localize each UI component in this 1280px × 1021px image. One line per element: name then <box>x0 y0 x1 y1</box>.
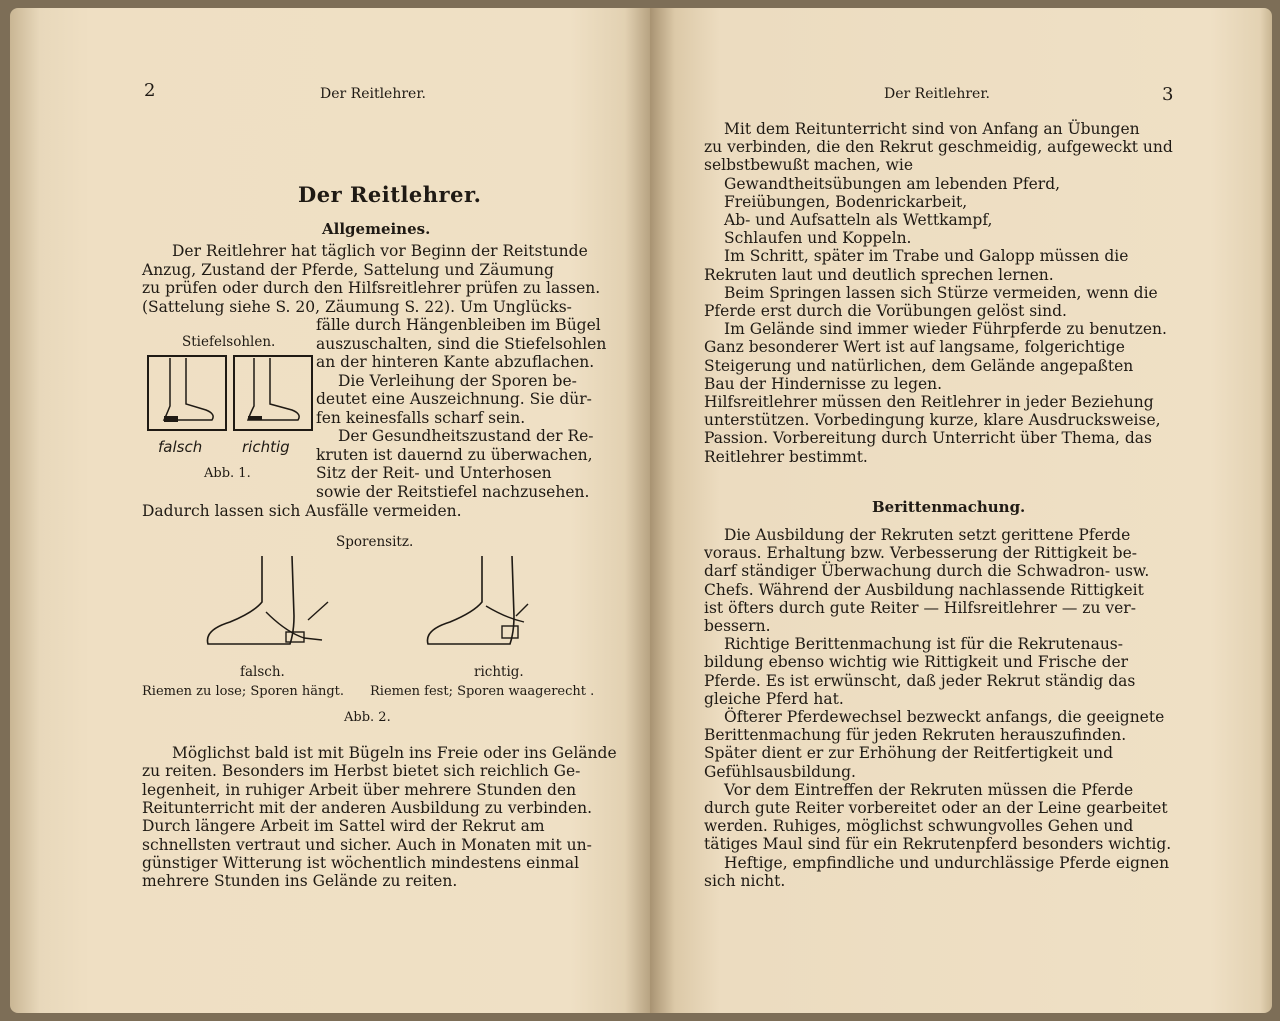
figure-1-caption: Abb. 1. <box>204 466 251 481</box>
text-line: Der Gesundheitszustand der Re- <box>338 427 594 445</box>
text-line: legenheit, in ruhiger Arbeit über mehrere Stunden den <box>142 780 577 799</box>
figure-2-caption: Abb. 2. <box>344 710 391 725</box>
text-line: Anzug, Zustand der Pferde, Sattelung und Zäumung <box>142 260 554 279</box>
chapter-title: Der Reitlehrer. <box>298 182 482 207</box>
text-line: Möglichst bald ist mit Bügeln ins Freie oder ins Gelände <box>172 744 617 762</box>
spur-illustration <box>190 552 530 652</box>
text-line: fen keinesfalls scharf sein. <box>316 408 526 427</box>
text-line: Die Verleihung der Sporen be- <box>338 371 577 390</box>
figure-2-label-wrong: falsch. <box>240 664 285 680</box>
figure-1-label-wrong: falsch <box>158 438 203 456</box>
text-line: sich nicht. <box>704 871 786 890</box>
text-line: tätiges Maul sind für ein Rekrutenpferd besonders wichtig. <box>704 835 1172 854</box>
text-line: selbstbewußt machen, wie <box>704 156 914 175</box>
figure-2-label-right: richtig. <box>474 664 524 680</box>
text-line: zu reiten. Besonders im Herbst bietet sich reichlich Ge- <box>142 762 581 781</box>
text-line: bessern. <box>704 617 771 635</box>
text-line: günstiger Witterung ist wöchentlich mindestens einmal <box>142 853 580 872</box>
section-title: Allgemeines. <box>322 220 431 238</box>
text-line: bildung ebenso wichtig wie Rittigkeit und Frische der <box>704 653 1129 672</box>
text-line: Sitz der Reit- und Unterhosen <box>316 464 552 482</box>
text-line: Beim Springen lassen sich Stürze vermeiden, wenn die <box>724 283 1158 302</box>
page-number: 2 <box>144 80 156 101</box>
text-line: Rekruten laut und deutlich sprechen lernen. <box>704 265 1054 284</box>
text-line: Gewandtheitsübungen am lebenden Pferd, <box>724 174 1061 193</box>
text-line: Hilfsreitlehrer müssen den Reitlehrer in jeder Beziehung <box>704 393 1154 411</box>
text-line: werden. Ruhiges, möglichst schwungvolles Gehen und <box>704 817 1134 836</box>
text-line: unterstützen. Vorbedingung kurze, klare Ausdrucksweise, <box>704 411 1161 430</box>
text-line: Durch längere Arbeit im Sattel wird der Rekrut am <box>142 817 545 836</box>
text-line: an der hinteren Kante abzuflachen. <box>316 353 595 371</box>
figure-2-note-wrong: Riemen zu lose; Sporen hängt. <box>142 684 345 699</box>
text-line: Schlaufen und Koppeln. <box>724 229 912 248</box>
text-line: Öfterer Pferdewechsel bezweckt anfangs, die geeignete <box>724 708 1165 726</box>
text-line: Später dient er zur Erhöhung der Reitfertigkeit und <box>704 744 1113 763</box>
text-line: Pferde erst durch die Vorübungen gelöst sind. <box>704 302 1067 320</box>
figure-1-heading: Stiefelsohlen. <box>182 334 276 350</box>
figure-1-label-right: richtig <box>242 438 290 456</box>
text-line: gleiche Pferd hat. <box>704 689 844 708</box>
text-line: ist öfters durch gute Reiter — Hilfsreitlehrer — zu ver- <box>704 598 1136 617</box>
text-line: zu prüfen oder durch den Hilfsreitlehrer prüfen zu lassen. <box>142 279 601 297</box>
left-page <box>10 8 650 1013</box>
text-line: Ganz besonderer Wert ist auf langsame, folgerichtige <box>704 338 1125 357</box>
figure-2-heading: Sporensitz. <box>336 534 414 550</box>
text-line: Chefs. Während der Ausbildung nachlassende Rittigkeit <box>704 580 1144 599</box>
text-line: deutet eine Auszeichnung. Sie dür- <box>316 390 592 408</box>
text-line: Ab- und Aufsatteln als Wettkampf, <box>724 211 993 229</box>
running-head: Der Reitlehrer. <box>884 86 990 102</box>
running-head: Der Reitlehrer. <box>320 86 426 102</box>
text-line: Heftige, empfindliche und undurchlässige Pferde eignen <box>724 853 1170 872</box>
text-line: Im Gelände sind immer wieder Führpferde zu benutzen. <box>724 320 1167 339</box>
text-line: Gefühlsausbildung. <box>704 762 856 781</box>
text-line: Steigerung und natürlichen, dem Gelände angepaßten <box>704 356 1134 375</box>
page-number: 3 <box>1162 84 1174 105</box>
right-page <box>650 8 1272 1013</box>
text-line: Die Ausbildung der Rekruten setzt gerittene Pferde <box>724 526 1131 544</box>
text-line: Reitunterricht mit der anderen Ausbildung zu verbinden. <box>142 798 593 817</box>
text-line: Freiübungen, Bodenrickarbeit, <box>724 192 968 211</box>
text-line: Berittenmachung für jeden Rekruten herauszufinden. <box>704 726 1127 745</box>
figure-2-note-right: Riemen fest; Sporen waagerecht . <box>370 684 595 699</box>
text-line: darf ständiger Überwachung durch die Schwadron- usw. <box>704 562 1150 581</box>
text-line: mehrere Stunden ins Gelände zu reiten. <box>142 872 458 891</box>
text-line: Pferde. Es ist erwünscht, daß jeder Rekrut ständig das <box>704 671 1136 690</box>
text-line: Richtige Berittenmachung ist für die Rekrutenaus- <box>724 635 1123 654</box>
text-line: Im Schritt, später im Trabe und Galopp müssen die <box>724 247 1129 266</box>
section-title: Berittenmachung. <box>872 498 1026 516</box>
text-line: voraus. Erhaltung bzw. Verbesserung der Rittigkeit be- <box>704 544 1138 563</box>
text-line: (Sattelung siehe S. 20, Zäumung S. 22). Um Unglücks- <box>142 297 572 316</box>
boot-sole-illustration <box>146 352 316 452</box>
text-line: schnellsten vertraut und sicher. Auch in Monaten mit un- <box>142 835 592 854</box>
text-line: kruten ist dauernd zu überwachen, <box>316 445 593 464</box>
text-line: Passion. Vorbereitung durch Unterricht über Thema, das <box>704 429 1152 448</box>
text-line: Bau der Hindernisse zu legen. <box>704 374 943 393</box>
text-line: Mit dem Reitunterricht sind von Anfang an Übungen <box>724 120 1140 138</box>
text-line: fälle durch Hängenbleiben im Bügel <box>316 316 601 334</box>
text-line: durch gute Reiter vorbereitet oder an der Leine gearbeitet <box>704 799 1168 817</box>
text-line: auszuschalten, sind die Stiefelsohlen <box>316 334 607 353</box>
text-line: Dadurch lassen sich Ausfälle vermeiden. <box>142 502 462 520</box>
text-line: Reitlehrer bestimmt. <box>704 447 868 466</box>
text-line: sowie der Reitstiefel nachzusehen. <box>316 482 590 501</box>
text-line: Der Reitlehrer hat täglich vor Beginn der Reitstunde <box>172 242 588 260</box>
text-line: Vor dem Eintreffen der Rekruten müssen die Pferde <box>724 780 1134 799</box>
text-line: zu verbinden, die den Rekrut geschmeidig, aufgeweckt und <box>704 138 1173 157</box>
